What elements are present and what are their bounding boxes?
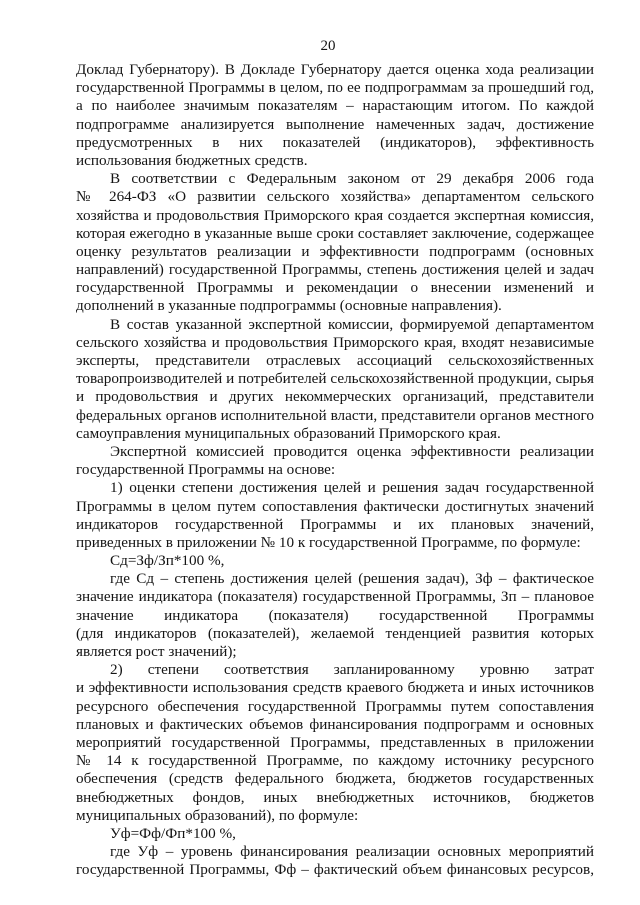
text-line: № 14 к государственной Программе, по каждому источнику ресурсного xyxy=(76,752,594,770)
text-line: Сд=Зф/Зп*100 %, xyxy=(110,552,225,570)
text-line: (для индикаторов (показателей), желаемой тенденцией развития которых xyxy=(76,624,594,642)
text-line: муниципальных образований), по формуле: xyxy=(76,806,359,824)
text-line: государственной Программы в целом, по ее подпрограммам за прошедший год, xyxy=(76,79,594,97)
text-line: 1) оценки степени достижения целей и решения задач государственной xyxy=(110,479,594,497)
text-line: где Сд – степень достижения целей (решения задач), Зф – фактическое xyxy=(110,570,594,588)
text-line: которая ежегодно в указанные выше сроки составляет заключение, содержащее xyxy=(76,224,594,242)
text-line: значение индикатора (показателя) государственной Программы, Зп – плановое xyxy=(76,588,594,606)
text-line: товаропроизводителей и потребителей сельскохозяйственной продукции, сырья xyxy=(76,370,594,388)
text-line: внебюджетных фондов, иных внебюджетных источников, бюджетов xyxy=(76,788,594,806)
text-line: дополнений в указанные подпрограммы (основные направления). xyxy=(76,297,502,315)
text-line: а по наиболее значимым показателям – нарастающим итогом. По каждой xyxy=(76,97,594,115)
text-line: государственной Программы и рекомендации о внесении изменений и xyxy=(76,279,594,297)
text-line: Экспертной комиссией проводится оценка эффективности реализации xyxy=(110,442,594,460)
text-line: 2) степени соответствия запланированному уровню затрат xyxy=(110,661,594,679)
text-line: сельского хозяйства и продовольствия Приморского края, входят независимые xyxy=(76,333,594,351)
text-line: плановых и фактических объемов финансирования подпрограмм и основных xyxy=(76,715,594,733)
text-line: государственной Программы на основе: xyxy=(76,461,336,479)
text-line: Программы в целом путем сопоставления фактически достигнутых значений xyxy=(76,497,594,515)
text-line: федеральных органов исполнительной власти, представители органов местного xyxy=(76,406,594,424)
text-line: Доклад Губернатору). В Докладе Губернатору дается оценка хода реализации xyxy=(76,61,594,78)
text-line: предусмотренных в них показателей (индикаторов), эффективность xyxy=(76,133,594,151)
text-line: приведенных в приложении № 10 к государственной Программе, по формуле: xyxy=(76,533,581,551)
text-line: самоуправления муниципальных образований Приморского края. xyxy=(76,424,501,442)
text-line: и эффективности использования средств краевого бюджета и иных источников xyxy=(76,679,594,697)
text-line: ресурсного обеспечения государственной Программы путем сопоставления xyxy=(76,697,594,715)
text-line: Уф=Фф/Фп*100 %, xyxy=(110,824,236,842)
text-line: эксперты, представители отраслевых ассоциаций сельскохозяйственных xyxy=(76,352,594,369)
text-line: индикаторов государственной Программы и их плановых значений, xyxy=(76,515,594,533)
text-line: и продовольствия и других некоммерческих организаций, представители xyxy=(76,388,594,406)
document-body xyxy=(76,61,594,879)
text-line: является рост значений); xyxy=(76,643,237,660)
text-line: значение индикатора (показателя) государственной Программы xyxy=(76,606,594,624)
page-number: 20 xyxy=(320,38,336,54)
text-line: обеспечения (средств федерального бюджета, бюджетов государственных xyxy=(76,770,594,788)
text-line: хозяйства и продовольствия Приморского края создается экспертная комиссия, xyxy=(76,206,594,224)
text-line: мероприятий государственной Программы, представленных в приложении xyxy=(76,733,594,751)
text-line: В соответствии с Федеральным законом от 29 декабря 2006 года xyxy=(110,170,594,188)
text-line: государственной Программы, Фф – фактический объем финансовых ресурсов, xyxy=(76,861,594,879)
text-line: использования бюджетных средств. xyxy=(76,151,308,169)
text-line: где Уф – уровень финансирования реализации основных мероприятий xyxy=(110,843,594,861)
text-line: направлений) государственной Программы, степень достижения целей и задач xyxy=(76,261,594,279)
text-line: подпрограмме анализируется выполнение намеченных задач, достижение xyxy=(76,115,594,133)
text-line: № 264-ФЗ «О развитии сельского хозяйства» департаментом сельского xyxy=(76,188,594,206)
text-line: оценку результатов реализации и эффективности подпрограмм (основных xyxy=(76,242,594,260)
text-line: В состав указанной экспертной комиссии, формируемой департаментом xyxy=(110,315,594,333)
